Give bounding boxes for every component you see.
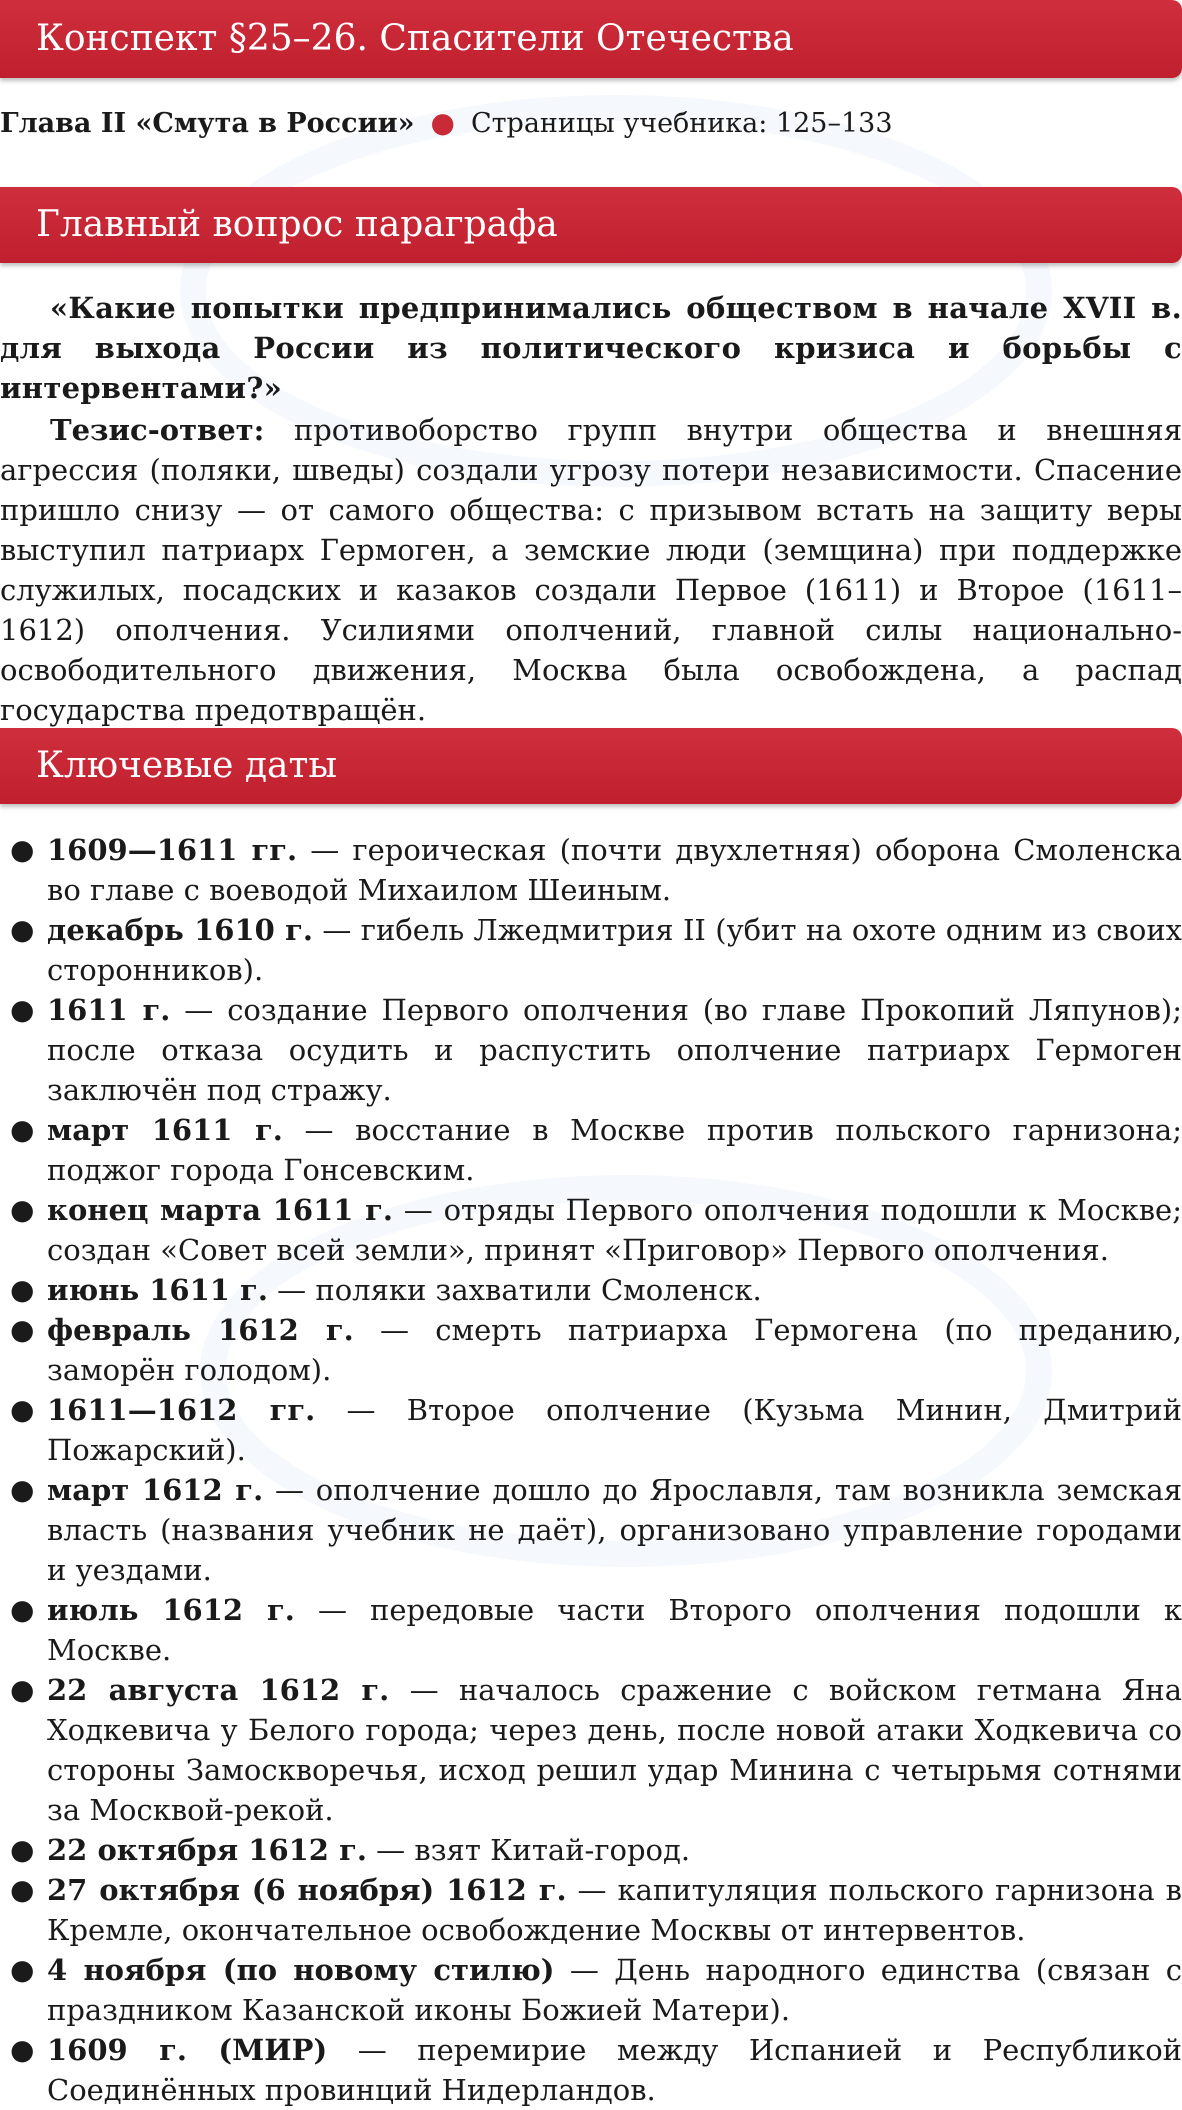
date-description: — взят Китай-город.: [366, 1833, 691, 1867]
date-description: — День народного единства (связан с праздником Казанской иконы Божией Матери).: [47, 1953, 1182, 2027]
bullet-icon: ●: [10, 1673, 35, 1706]
date-description: — поляки захватили Смоленск.: [267, 1273, 762, 1307]
bullet-icon: ●: [10, 1953, 35, 1986]
date-item: [0, 1590, 1182, 1670]
key-dates-banner: [0, 728, 1182, 804]
date-description: — героическая (почти двухлетняя) оборона Смоленска во главе с воеводой Михаилом Шеиным.: [47, 833, 1182, 907]
date-label: февраль 1612 г.: [47, 1313, 354, 1347]
bullet-icon: ●: [10, 833, 35, 866]
date-description: — Второе ополчение (Кузьма Минин, Дмитрий Пожарский).: [47, 1393, 1182, 1467]
bullet-icon: ●: [10, 913, 35, 946]
date-item: [0, 990, 1182, 1110]
date-item: [0, 910, 1182, 990]
date-label: конец марта 1611 г.: [47, 1193, 393, 1227]
date-item: [0, 1270, 1182, 1310]
bullet-icon: ●: [10, 2033, 35, 2066]
date-item: [0, 1830, 1182, 1870]
date-label: март 1611 г.: [47, 1113, 283, 1147]
date-label: 22 октября 1612 г.: [47, 1833, 367, 1867]
chapter-name: Глава II «Смута в России»: [0, 108, 415, 139]
date-label: 1611—1612 гг.: [47, 1393, 316, 1427]
date-description: — капитуляция польского гарнизона в Кремле, окончательное освобождение Москвы от интервентов.: [47, 1873, 1182, 1947]
date-description: — отряды Первого ополчения подошли к Москве; создан «Совет всей земли», принят «Приговор» Первого ополчения.: [47, 1193, 1182, 1267]
date-label: 1609 г. (МИР): [47, 2033, 328, 2067]
date-item: [0, 1390, 1182, 1470]
date-item: [0, 1110, 1182, 1190]
date-label: 1609—1611 гг.: [47, 833, 298, 867]
thesis-label: Тезис-ответ:: [50, 413, 265, 447]
date-description: — началось сражение с войском гетмана Яна Ходкевича у Белого города; через день, после новой атаки Ходкевича со стороны Замоскворечья, исход решил удар Минина с четырьмя сотнями за Москвой-рекой.: [47, 1673, 1182, 1827]
bullet-icon: ●: [10, 1273, 35, 1306]
date-description: — ополчение дошло до Ярославля, там возникла земская власть (названия учебник не даёт), организовано управление городами и уездами.: [47, 1473, 1182, 1587]
date-description: — передовые части Второго ополчения подошли к Москве.: [47, 1593, 1182, 1667]
date-item: [0, 1950, 1182, 2030]
bullet-icon: ●: [10, 1473, 35, 1506]
date-label: декабрь 1610 г.: [47, 913, 313, 947]
chapter-info: [0, 103, 1182, 144]
main-question-heading: Главный вопрос параграфа: [36, 204, 558, 245]
date-label: 1611 г.: [47, 993, 171, 1027]
date-label: 27 октября (6 ноября) 1612 г.: [47, 1873, 567, 1907]
date-item: [0, 1470, 1182, 1590]
date-item: [0, 830, 1182, 910]
date-label: июль 1612 г.: [47, 1593, 295, 1627]
bullet-icon: ●: [10, 1833, 35, 1866]
bullet-icon: ●: [10, 993, 35, 1026]
textbook-pages: Страницы учебника: 125–133: [470, 108, 893, 139]
key-dates-list: [0, 830, 1182, 2110]
title-banner: [0, 0, 1182, 78]
date-item: [0, 2030, 1182, 2110]
bullet-icon: ●: [10, 1873, 35, 1906]
bullet-icon: ●: [10, 1193, 35, 1226]
date-item: [0, 1310, 1182, 1390]
date-description: — восстание в Москве против польского гарнизона; поджог города Гонсевским.: [47, 1113, 1182, 1187]
date-item: [0, 1670, 1182, 1830]
date-description: — перемирие между Испанией и Республикой Соединённых провинций Нидерландов.: [47, 2033, 1182, 2107]
bullet-icon: ●: [10, 1593, 35, 1626]
page-title: Конспект §25–26. Спасители Отечества: [36, 18, 794, 59]
bullet-icon: ●: [10, 1393, 35, 1426]
main-question-banner: [0, 187, 1182, 263]
date-label: март 1612 г.: [47, 1473, 264, 1507]
thesis-text: противоборство групп внутри общества и внешняя агрессия (поляки, шведы) создали угрозу потери независимости. Спасение пришло снизу — от самого общества: с призывом встать на защиту веры выступил патриарх Гермоген, а земские люди (земщина) при поддержке служилых, посадских и казаков создали Первое (1611) и Второе (1611–1612) ополчения. Усилиями ополчений, главной силы национально-освободительного движения, Москва была освобождена, а распад государства предотвращён.: [0, 413, 1182, 727]
date-item: [0, 1870, 1182, 1950]
date-description: — гибель Лжедмитрия II (убит на охоте одним из своих сторонников).: [47, 913, 1182, 987]
date-item: [0, 1190, 1182, 1270]
bullet-dot-icon: ●: [430, 106, 455, 139]
bullet-icon: ●: [10, 1113, 35, 1146]
date-label: 22 августа 1612 г.: [47, 1673, 390, 1707]
date-label: июнь 1611 г.: [47, 1273, 268, 1307]
date-description: — смерть патриарха Гермогена (по преданию, заморён голодом).: [47, 1313, 1182, 1387]
date-description: — создание Первого ополчения (во главе Прокопий Ляпунов); после отказа осудить и распустить ополчение патриарх Гермоген заключён под стражу.: [47, 993, 1182, 1107]
date-label: 4 ноября (по новому стилю): [47, 1953, 555, 1987]
key-dates-heading: Ключевые даты: [36, 745, 338, 786]
bullet-icon: ●: [10, 1313, 35, 1346]
thesis-paragraph: [0, 410, 1182, 730]
main-question-text: «Какие попытки предпринимались обществом в начале XVII в. для выхода России из политического кризиса и борьбы с интервентами?»: [0, 291, 1182, 405]
